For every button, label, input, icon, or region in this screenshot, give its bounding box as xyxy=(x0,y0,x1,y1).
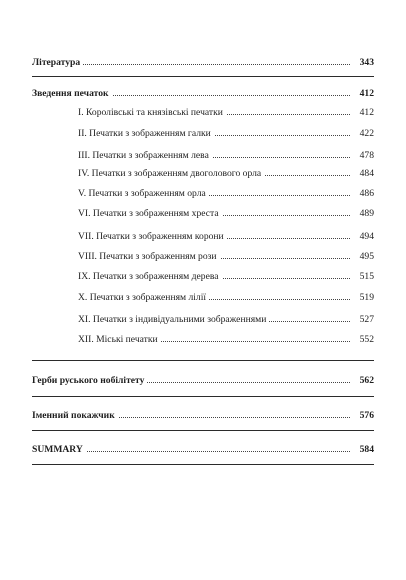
toc-entry-seal-9 xyxy=(78,271,374,283)
divider xyxy=(32,430,374,431)
toc-entry-seal-2 xyxy=(78,128,374,140)
entry-page: 486 xyxy=(356,188,374,200)
entry-title: I. Королівські та князівські печатки xyxy=(78,107,226,119)
entry-title: Іменний покажчик xyxy=(32,410,118,422)
entry-page: 519 xyxy=(356,292,374,304)
toc-entry-seal-10 xyxy=(78,292,374,304)
toc-entry-seal-12 xyxy=(78,334,374,346)
entry-title: V. Печатки з зображенням орла xyxy=(78,188,209,200)
entry-page: 484 xyxy=(356,168,374,180)
divider xyxy=(32,76,374,77)
entry-title: Герби руського нобілітету xyxy=(32,375,147,387)
entry-page: 576 xyxy=(356,410,374,422)
entry-page: 478 xyxy=(356,150,374,162)
entry-page: 495 xyxy=(356,251,374,263)
entry-title: IV. Печатки з зображенням двоголового орла xyxy=(78,168,264,180)
entry-title: Література xyxy=(32,57,83,69)
entry-page: 489 xyxy=(356,208,374,220)
entry-title: II. Печатки з зображенням галки xyxy=(78,128,214,140)
toc-entry-seal-8 xyxy=(78,251,374,263)
toc-entry-literature xyxy=(32,57,374,69)
entry-page: 343 xyxy=(356,57,374,69)
toc-entry-coats-of-arms xyxy=(32,375,374,387)
entry-title: VIII. Печатки з зображенням рози xyxy=(78,251,220,263)
entry-page: 412 xyxy=(356,88,374,100)
entry-page: 412 xyxy=(356,107,374,119)
toc-entry-name-index xyxy=(32,410,374,422)
divider xyxy=(32,396,374,397)
divider xyxy=(32,360,374,361)
divider xyxy=(32,464,374,465)
toc-entry-summary xyxy=(32,444,374,456)
toc-entry-seal-4 xyxy=(78,168,374,180)
entry-page: 494 xyxy=(356,231,374,243)
entry-page: 552 xyxy=(356,334,374,346)
entry-title: Зведення печаток xyxy=(32,88,112,100)
entry-title: XII. Міські печатки xyxy=(78,334,161,346)
entry-page: 515 xyxy=(356,271,374,283)
entry-title: III. Печатки з зображенням лева xyxy=(78,150,212,162)
toc-entry-seal-11 xyxy=(78,314,374,326)
toc-entry-seal-5 xyxy=(78,188,374,200)
entry-title: XI. Печатки з індивідуальними зображеннями xyxy=(78,314,269,326)
toc-entry-seal-7 xyxy=(78,231,374,243)
toc-entry-seals-section xyxy=(32,88,374,100)
entry-page: 562 xyxy=(356,375,374,387)
entry-title: VI. Печатки з зображенням хреста xyxy=(78,208,222,220)
toc-entry-seal-6 xyxy=(78,208,374,220)
entry-page: 584 xyxy=(356,444,374,456)
entry-page: 422 xyxy=(356,128,374,140)
entry-title: IX. Печатки з зображенням дерева xyxy=(78,271,222,283)
entry-page: 527 xyxy=(356,314,374,326)
entry-title: SUMMARY xyxy=(32,444,86,456)
toc-entry-seal-3 xyxy=(78,150,374,162)
entry-title: VII. Печатки з зображенням корони xyxy=(78,231,227,243)
toc-entry-seal-1 xyxy=(78,107,374,119)
entry-title: X. Печатки з зображенням лілії xyxy=(78,292,209,304)
